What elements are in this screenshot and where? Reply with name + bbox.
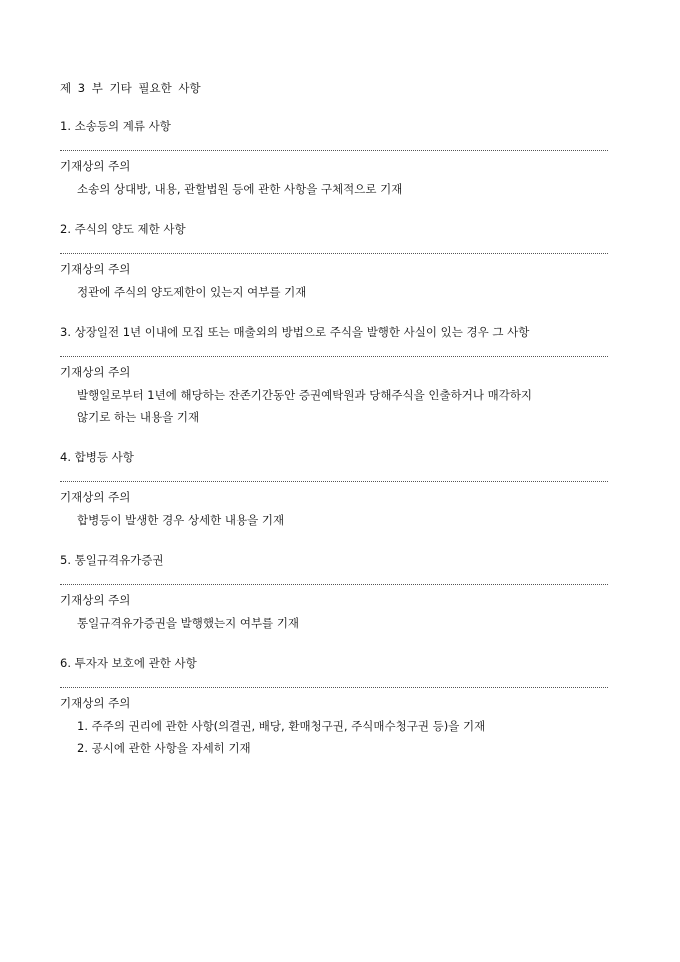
section-title: 1. 소송등의 계류 사항 [60,119,171,133]
dotted-entry-line [60,253,608,254]
note-body [77,612,620,634]
section-title: 2. 주식의 양도 제한 사항 [60,222,186,236]
note-label: 기재상의 주의 [60,262,131,276]
section-share-transfer-restriction [60,221,620,303]
note-line: 정관에 주식의 양도제한이 있는지 여부를 기재 [77,285,307,299]
section-title: 4. 합병등 사항 [60,450,134,464]
note-line: 발행일로부터 1년에 해당하는 잔존기간동안 증권예탁원과 당해주식을 인출하거나 매각하지 [77,388,533,402]
section-merger [60,449,620,531]
dotted-entry-line [60,481,608,482]
section-title: 6. 투자자 보호에 관한 사항 [60,656,197,670]
note-label: 기재상의 주의 [60,593,131,607]
note-line: 통일규격유가증권을 발행했는지 여부를 기재 [77,616,300,630]
note-label: 기재상의 주의 [60,365,131,379]
note-line: 소송의 상대방, 내용, 관할법원 등에 관한 사항을 구체적으로 기재 [77,182,403,196]
dotted-entry-line [60,356,608,357]
part-title: 제 3 부 기타 필요한 사항 [60,81,201,95]
note-line: 2. 공시에 관한 사항을 자세히 기재 [77,741,251,755]
section-litigation [60,118,620,200]
section-title: 3. 상장일전 1년 이내에 모집 또는 매출외의 방법으로 주식을 발행한 사실이 있는 경우 그 사항 [60,325,530,339]
note-label: 기재상의 주의 [60,696,131,710]
section-title: 5. 통일규격유가증권 [60,553,164,567]
note-body [77,178,620,200]
dotted-entry-line [60,584,608,585]
note-body [77,715,620,759]
document-page [60,80,620,780]
note-label: 기재상의 주의 [60,159,131,173]
section-investor-protection [60,655,620,759]
note-body [77,281,620,303]
note-body [77,509,620,531]
note-label: 기재상의 주의 [60,490,131,504]
note-line: 않기로 하는 내용을 기재 [77,410,200,424]
section-standard-securities [60,552,620,634]
dotted-entry-line [60,687,608,688]
note-body [77,384,620,428]
dotted-entry-line [60,150,608,151]
note-line: 합병등이 발생한 경우 상세한 내용을 기재 [77,513,285,527]
note-line: 1. 주주의 권리에 관한 사항(의결권, 배당, 환매청구권, 주식매수청구권 등)을 기재 [77,719,486,733]
section-pre-listing-issuance [60,324,620,428]
